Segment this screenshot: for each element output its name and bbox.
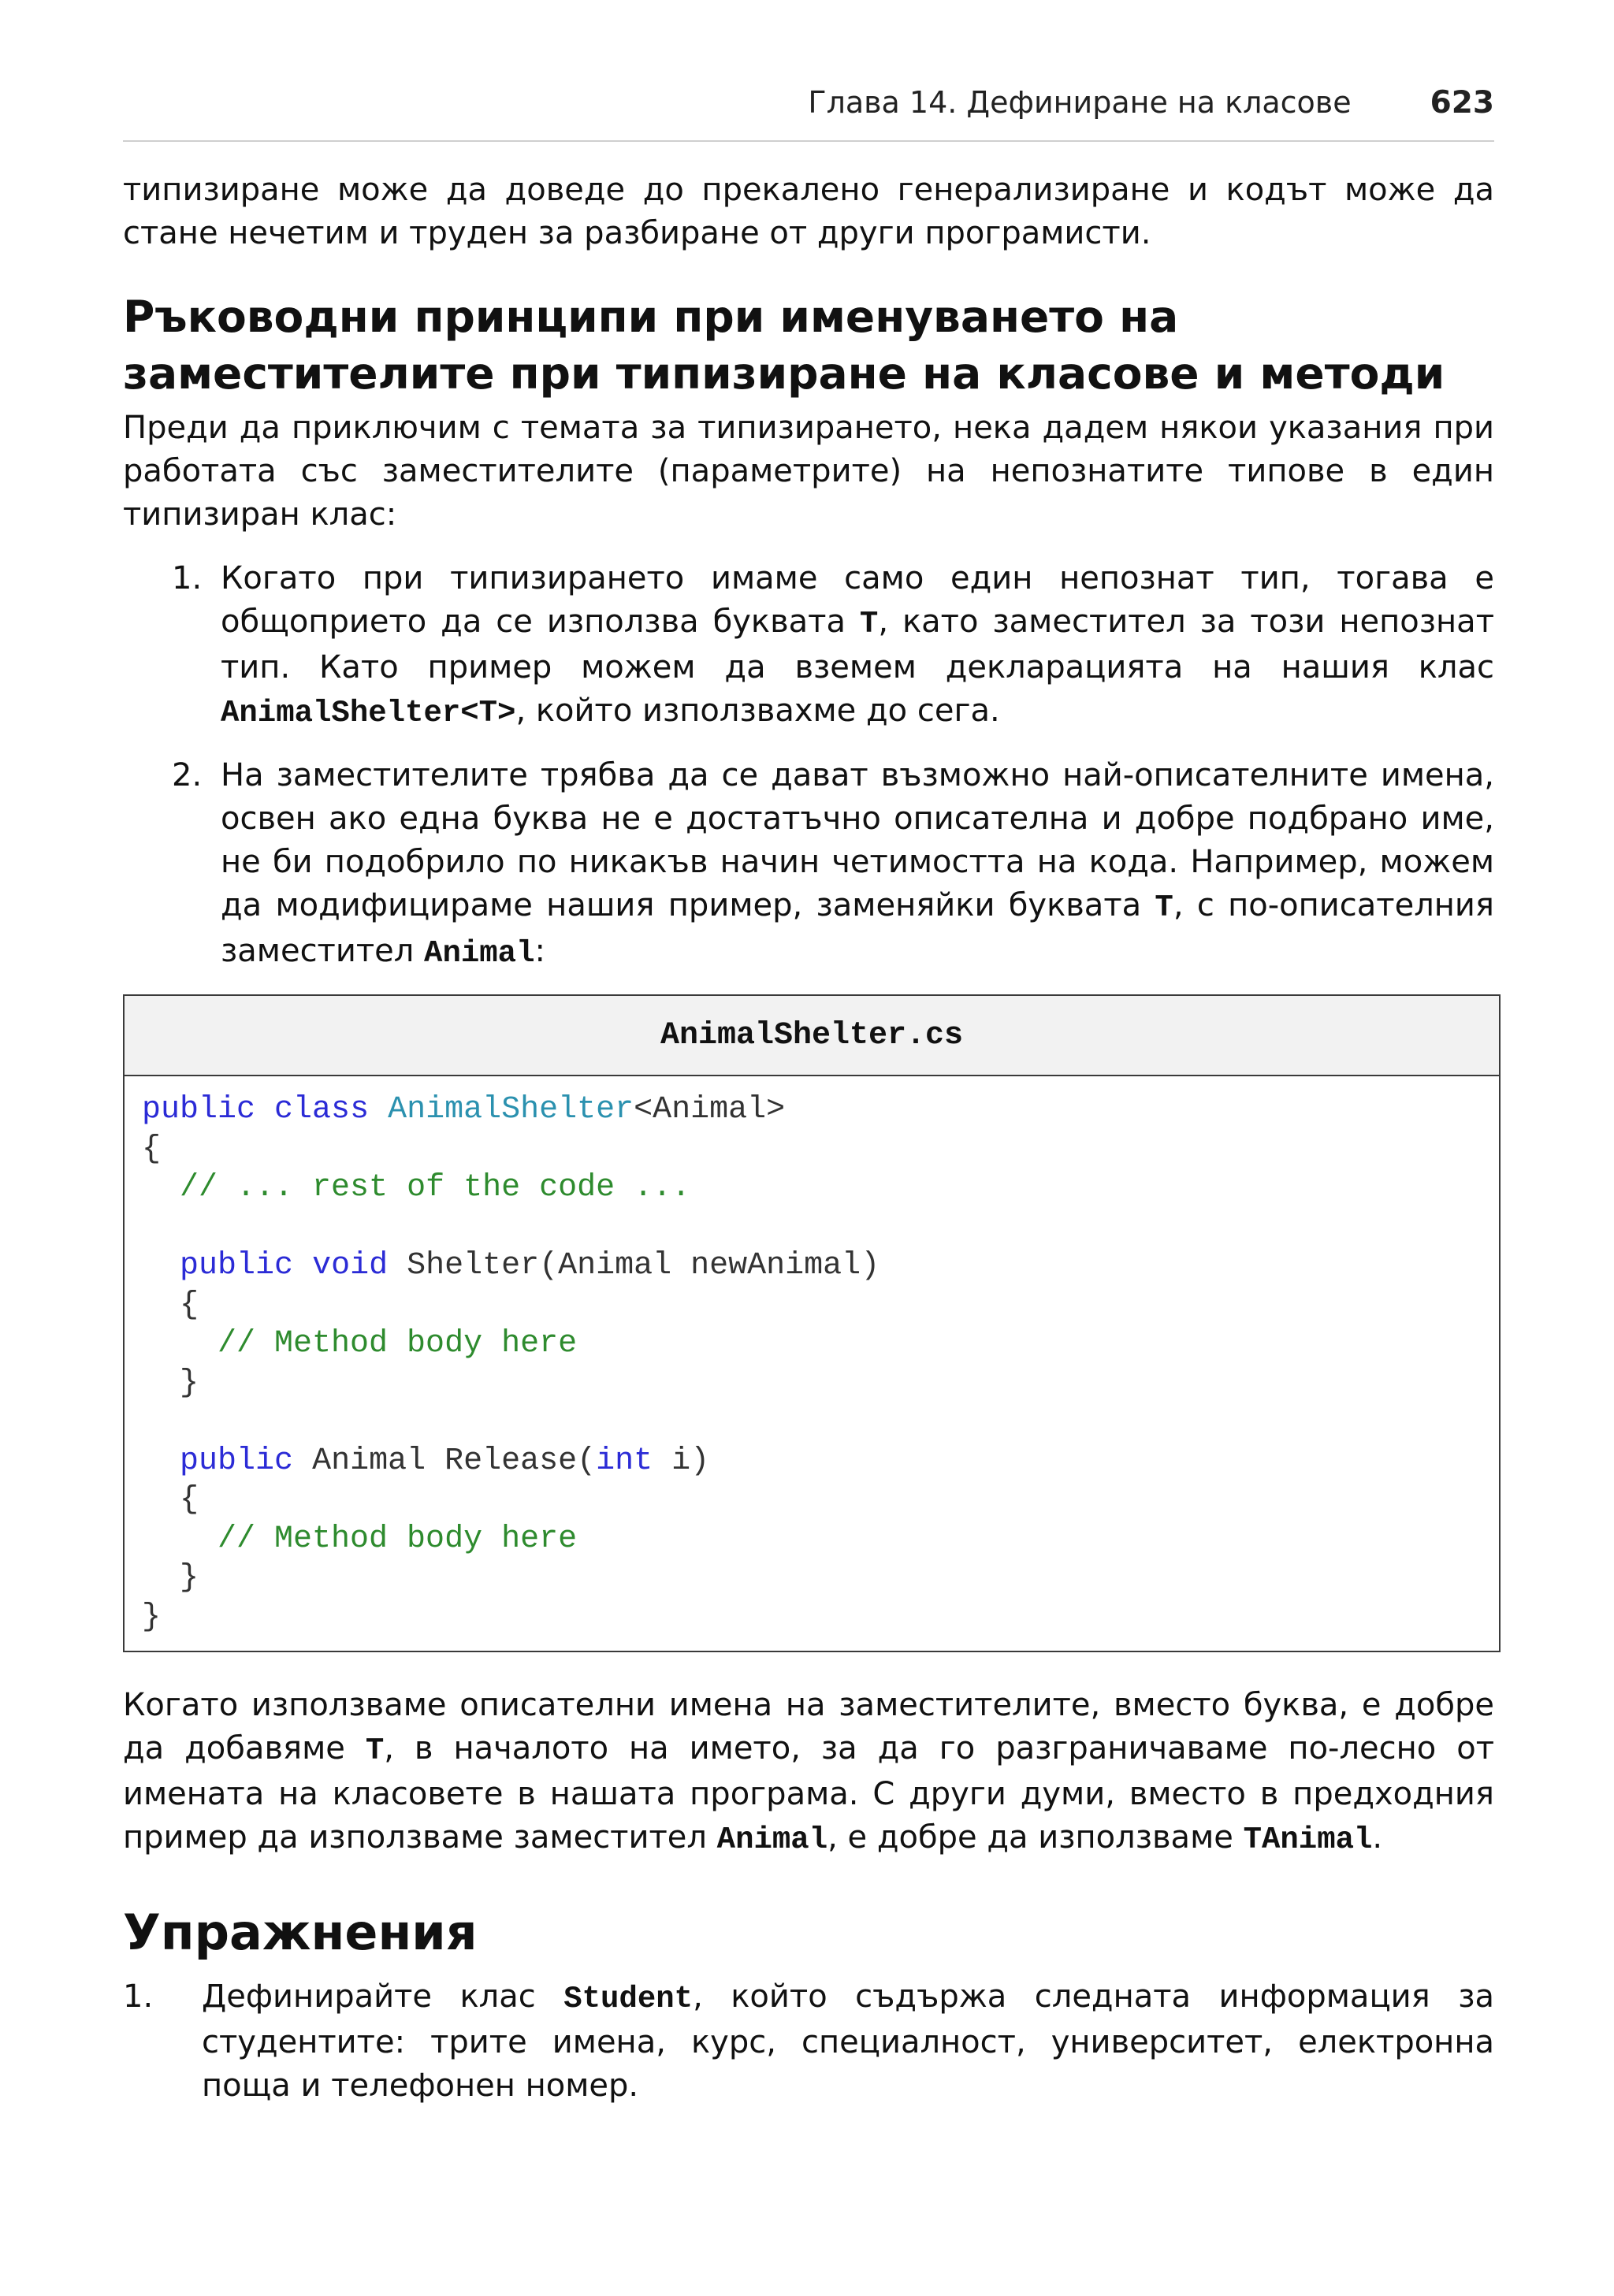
inline-code: Student bbox=[563, 1982, 694, 2016]
code-listing bbox=[123, 994, 1501, 1652]
exercises-list bbox=[123, 1975, 1494, 2108]
page-header bbox=[123, 85, 1494, 121]
guidelines-list bbox=[123, 557, 1494, 975]
code-comment: // Method body here bbox=[218, 1326, 578, 1362]
inline-code: T bbox=[365, 1733, 385, 1768]
guideline-text: Когато при типизирането имаме само един непознат тип, тогава е общоприето да се използва буквата T, като заместител за този непознат тип. Като пример можем да вземем декларацията на нашия клас AnimalShelter<T>, който използвахме до сега. bbox=[221, 560, 1494, 730]
exercises-heading: Упражнения bbox=[123, 1904, 478, 1961]
inline-code: Animal bbox=[424, 936, 535, 971]
inline-code: T bbox=[1155, 890, 1173, 925]
code-filename: AnimalShelter.cs bbox=[125, 996, 1499, 1076]
section-intro-paragraph: Преди да приключим с темата за типизирането, нека дадем някои указания при работата със заместителите (параметрите) на непознатите типове в един типизиран клас: bbox=[123, 410, 1494, 533]
page-body bbox=[123, 169, 1494, 2108]
inline-code: Animal bbox=[716, 1822, 828, 1857]
list-number: 1. bbox=[123, 1978, 154, 2015]
guideline-item bbox=[172, 754, 1494, 975]
section-heading: Ръководни принципи при именуването на заместителите при типизиране на класове и методи bbox=[123, 292, 1445, 399]
exercise-item bbox=[123, 1975, 1495, 2108]
after-code-paragraph: Когато използваме описателни имена на заместителите, вместо буква, е добре да добавяме T, в началото на името, за да го разграничаваме по-лесно от имената на класовете в нашата програма. С други думи, вместо в предходния пример да използваме заместител Animal, е добре да използваме TAnimal. bbox=[123, 1687, 1495, 1857]
guideline-text: На заместителите трябва да се дават възможно най-описателните имена, освен ако една буква не е достатъчно описателна и добре подбрано име, не би подобрило по никакъв начин четимостта на кода. Например, можем да модифицираме нашия пример, заменяйки буквата T, с по-описателния заместител Animal: bbox=[221, 757, 1494, 971]
chapter-title: Глава 14. Дефиниране на класове bbox=[808, 85, 1352, 120]
list-number: 2. bbox=[172, 757, 203, 793]
header-rule bbox=[123, 140, 1494, 142]
inline-code: AnimalShelter<T> bbox=[221, 696, 516, 730]
inline-code: T bbox=[859, 607, 879, 641]
page-number: 623 bbox=[1430, 85, 1494, 121]
code-comment: // Method body here bbox=[218, 1521, 578, 1557]
inline-code: TAnimal bbox=[1243, 1822, 1373, 1857]
guideline-item bbox=[172, 557, 1494, 735]
code-comment: // ... rest of the code ... bbox=[180, 1170, 691, 1206]
list-number: 1. bbox=[172, 560, 203, 596]
code-block: public class AnimalShelter<Animal> { // ... rest of the code ... public void Shelter(Animal newAnimal) { // Method body here } public Animal Release(int i) { // Method body here } } bbox=[142, 1092, 880, 1635]
intro-paragraph: типизиране може да доведе до прекалено генерализиране и кодът може да стане нечетим и труден за разбиране от други програмисти. bbox=[123, 172, 1494, 251]
exercise-text: Дефинирайте клас Student, който съдържа следната информация за студентите: трите имена, курс, специалност, университет, електронна поща и телефонен номер. bbox=[202, 1978, 1495, 2104]
